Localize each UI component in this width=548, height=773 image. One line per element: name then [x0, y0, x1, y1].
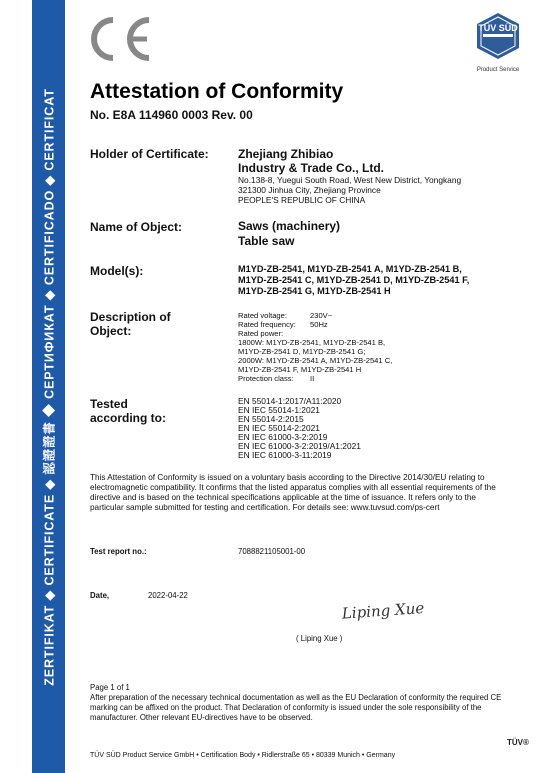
date-value: 2022-04-22	[148, 591, 188, 600]
power-line: 2000W: M1YD-ZB-2541 A, M1YD-ZB-2541 C,	[238, 356, 393, 365]
power-label: Rated power:	[238, 329, 284, 338]
test-report-label: Test report no.:	[90, 547, 147, 556]
sidebar-text: ZERTIFIKAT ◆ CERTIFICATE ◆ 認證證書 ◆ СЕРТИФИКАТ ◆ CERTIFICADO ◆ CERTIFICAT	[42, 87, 56, 686]
protection-value: II	[310, 374, 315, 383]
certificate-sidebar	[32, 0, 65, 773]
footnote-text: After preparation of the necessary technical documentation as well as the EU Declaration of conformity the required CE marking can be affixed on the product. That Declaration of conformity is issued under the sole responsibility of the manufacturer. Other relevant EU-directives have to be observed.	[90, 693, 502, 722]
holder-name-2: Industry & Trade Co., Ltd.	[238, 161, 385, 175]
models-list	[238, 264, 469, 298]
model-line: M1YD-ZB-2541 C, M1YD-ZB-2541 D, M1YD-ZB-2541 F,	[238, 275, 470, 286]
document-title: Attestation of Conformity	[90, 80, 344, 103]
standard-item: EN 55014-2:2015	[238, 414, 304, 424]
holder-label: Holder of Certificate:	[90, 147, 209, 161]
conformity-statement: This Attestation of Conformity is issued on a voluntary basis according to the Directive 2014/30/EU relating to electromagnetic compatibility. It confirms that the listed apparatus complies with all essential requirements of the directive and is based on the technical specifications applicable at the time of issuance. It refers only to the particular sample submitted for testing and certification. For details see: www.tuvsud.com/ps-cert	[90, 473, 496, 512]
logo-text: TÜV SÜD	[478, 23, 518, 33]
footnote	[90, 683, 510, 723]
page-number: Page 1 of 1	[90, 683, 130, 692]
footer-logo: TÜV®	[507, 738, 529, 747]
tested-label-1: Tested	[90, 397, 128, 411]
signature	[340, 594, 430, 626]
tested-label-2: according to:	[90, 411, 167, 425]
date-label: Date,	[90, 591, 110, 600]
protection-label: Protection class:	[238, 374, 294, 383]
logo-subtitle: Product Service	[476, 67, 520, 73]
power-line: M1YD-ZB-2541 D, M1YD-ZB-2541 G;	[238, 347, 366, 356]
model-line: M1YD-ZB-2541, M1YD-ZB-2541 A, M1YD-ZB-2541 B,	[238, 264, 462, 274]
standard-item: EN IEC 61000-3-11:2019	[238, 450, 332, 460]
holder-address-3: PEOPLE'S REPUBLIC OF CHINA	[238, 195, 366, 205]
holder-address-2: 321300 Jinhua City, Zhejiang Province	[238, 185, 381, 195]
description-label-1: Description of	[90, 310, 171, 324]
description-label-2: Object:	[90, 324, 132, 338]
object-value-2: Table saw	[238, 234, 295, 248]
object-value-1: Saws (machinery)	[238, 219, 341, 233]
test-report-value: 7088821105001-00	[238, 547, 306, 556]
holder-name-1: Zhejiang Zhibiao	[238, 147, 334, 161]
footer-text: TÜV SÜD Product Service GmbH • Certification Body • Ridlerstraße 65 • 80339 Munich • Germany	[90, 752, 396, 759]
holder-address-1: No.138-8, Yuegui South Road, West New District, Yongkang	[238, 175, 462, 185]
voltage-label: Rated voltage:	[238, 311, 287, 320]
ce-mark-logo	[89, 14, 159, 64]
power-line: 1800W: M1YD-ZB-2541, M1YD-ZB-2541 B,	[238, 338, 386, 347]
signatory-name: ( Liping Xue )	[296, 634, 343, 643]
frequency-label: Rated frequency:	[238, 320, 296, 329]
standard-item: EN IEC 55014-2:2021	[238, 423, 320, 433]
tuv-sud-logo	[474, 12, 522, 60]
standard-item: EN 55014-1:2017/A11:2020	[238, 396, 342, 406]
power-line: M1YD-ZB-2541 F, M1YD-ZB-2541 H	[238, 365, 362, 374]
models-label: Model(s):	[90, 264, 144, 278]
certificate-number: No. E8A 114960 0003 Rev. 00	[90, 108, 253, 122]
standard-item: EN IEC 61000-3-2:2019	[238, 432, 328, 442]
object-label: Name of Object:	[90, 220, 183, 234]
standard-item: EN IEC 61000-3-2:2019/A1:2021	[238, 441, 361, 451]
frequency-value: 50Hz	[310, 320, 328, 329]
standard-item: EN IEC 55014-1:2021	[238, 405, 320, 415]
model-line: M1YD-ZB-2541 G, M1YD-ZB-2541 H	[238, 286, 391, 297]
voltage-value: 230V~	[310, 311, 333, 320]
signature-script: Liping Xue	[341, 598, 425, 623]
